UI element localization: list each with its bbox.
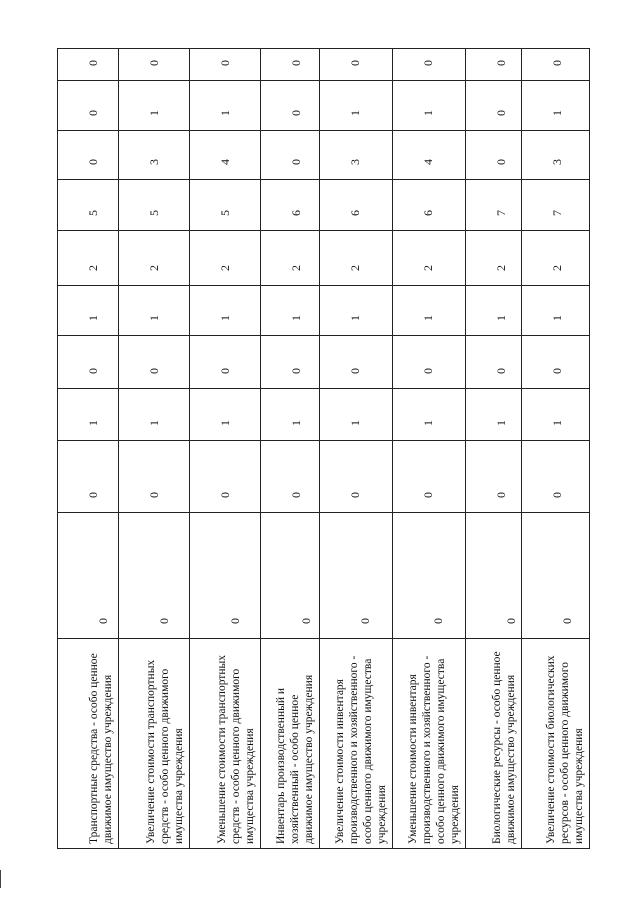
value-text: 1 — [289, 420, 303, 426]
value-cell — [190, 286, 261, 336]
value-text: 1 — [348, 110, 362, 116]
value-cell — [190, 231, 261, 286]
value-cell — [393, 231, 466, 286]
value-text: 2 — [421, 265, 435, 271]
value-text: 0 — [494, 492, 508, 498]
value-cell — [466, 286, 522, 336]
value-text: 1 — [218, 315, 232, 321]
value-text: 0 — [289, 60, 303, 66]
table-row — [320, 49, 393, 849]
value-text: 2 — [494, 265, 508, 271]
value-text: 5 — [218, 210, 232, 216]
value-text: 4 — [218, 159, 232, 165]
value-cell — [119, 513, 190, 639]
value-cell — [190, 441, 261, 513]
value-cell — [320, 131, 393, 180]
value-cell — [119, 389, 190, 441]
value-cell — [466, 180, 522, 231]
value-text: 1 — [218, 110, 232, 116]
value-cell — [522, 49, 590, 81]
value-text: 0 — [86, 492, 100, 498]
value-text: 1 — [86, 420, 100, 426]
value-cell — [58, 81, 119, 131]
value-text: 3 — [147, 159, 161, 165]
row-name-cell: Уменьшение стоимости транспортных средств - особо ценного движимого имущества учреждения — [190, 639, 261, 849]
value-text: 0 — [218, 368, 232, 374]
value-text: 2 — [86, 265, 100, 271]
value-text: 0 — [421, 492, 435, 498]
value-cell — [261, 81, 320, 131]
value-text: 6 — [348, 210, 362, 216]
value-cell — [393, 389, 466, 441]
value-cell — [119, 131, 190, 180]
value-cell — [522, 336, 590, 389]
value-text: 5 — [147, 210, 161, 216]
value-text: 1 — [494, 315, 508, 321]
table-row — [58, 49, 119, 849]
value-text: 0 — [494, 110, 508, 116]
value-text: 1 — [147, 110, 161, 116]
value-text: 7 — [494, 210, 508, 216]
value-text: 0 — [228, 618, 242, 624]
value-cell — [522, 441, 590, 513]
value-text: 1 — [421, 420, 435, 426]
row-name-cell: Увеличение стоимости инвентаря производственного и хозяйственного - особо ценного движимого имущества учреждения — [320, 639, 393, 849]
row-name-cell: Увеличение стоимости биологических ресурсов - особо ценного движимого имущества учреждения — [522, 639, 590, 849]
value-cell — [393, 180, 466, 231]
row-name-cell: Транспортные средства - особо ценное движимое имущество учреждения — [58, 639, 119, 849]
value-text: 3 — [550, 159, 564, 165]
value-cell — [320, 286, 393, 336]
row-name-cell: Увеличение стоимости транспортных средств - особо ценного движимого имущества учреждения — [119, 639, 190, 849]
value-cell — [190, 81, 261, 131]
value-cell — [119, 336, 190, 389]
value-text: 3 — [348, 159, 362, 165]
value-cell — [320, 231, 393, 286]
value-cell — [190, 49, 261, 81]
value-text: 0 — [494, 368, 508, 374]
value-text: 1 — [550, 420, 564, 426]
value-text: 1 — [147, 315, 161, 321]
table-row — [261, 49, 320, 849]
value-text: 0 — [421, 60, 435, 66]
table-row — [393, 49, 466, 849]
value-cell — [58, 286, 119, 336]
value-text: 6 — [289, 210, 303, 216]
value-cell — [522, 81, 590, 131]
value-cell — [119, 49, 190, 81]
value-text: 0 — [86, 110, 100, 116]
value-text: 2 — [348, 265, 362, 271]
value-cell — [393, 286, 466, 336]
value-text: 0 — [494, 60, 508, 66]
value-cell — [261, 131, 320, 180]
value-cell — [320, 49, 393, 81]
value-text: 1 — [218, 420, 232, 426]
value-cell — [320, 441, 393, 513]
value-text: 1 — [86, 315, 100, 321]
value-cell — [320, 81, 393, 131]
value-text: 2 — [550, 265, 564, 271]
value-text: 0 — [504, 618, 518, 624]
value-cell — [522, 513, 590, 639]
value-cell — [261, 513, 320, 639]
rotated-page — [57, 49, 589, 849]
value-cell — [119, 286, 190, 336]
value-cell — [466, 231, 522, 286]
value-cell — [393, 131, 466, 180]
value-text: 0 — [550, 492, 564, 498]
value-text: 0 — [348, 60, 362, 66]
value-cell — [522, 231, 590, 286]
value-text: 2 — [289, 265, 303, 271]
value-text: 7 — [550, 210, 564, 216]
value-text: 0 — [157, 618, 171, 624]
value-cell — [320, 389, 393, 441]
value-cell — [522, 180, 590, 231]
value-text: 1 — [550, 315, 564, 321]
account-codes-table — [57, 48, 590, 849]
value-cell — [522, 286, 590, 336]
value-cell — [261, 180, 320, 231]
value-cell — [58, 49, 119, 81]
value-text: 0 — [348, 492, 362, 498]
value-cell — [466, 441, 522, 513]
row-name-cell: Уменьшение стоимости инвентаря производственного и хозяйственного - особо ценного движимого имущества учреждения — [393, 639, 466, 849]
value-text: 0 — [147, 368, 161, 374]
value-text: 0 — [348, 368, 362, 374]
value-text: 0 — [147, 60, 161, 66]
value-text: 0 — [431, 618, 445, 624]
value-text: 1 — [550, 110, 564, 116]
row-name-cell: Инвентарь производственный и хозяйственный - особо ценное движимое имущество учреждения — [261, 639, 320, 849]
value-text: 6 — [421, 210, 435, 216]
value-cell — [58, 441, 119, 513]
table-row — [522, 49, 590, 849]
value-cell — [58, 336, 119, 389]
value-cell — [190, 131, 261, 180]
value-cell — [190, 180, 261, 231]
table-row — [466, 49, 522, 849]
value-cell — [320, 180, 393, 231]
value-text: 0 — [289, 492, 303, 498]
value-text: 0 — [86, 60, 100, 66]
value-cell — [190, 336, 261, 389]
value-cell — [393, 49, 466, 81]
value-text: 5 — [86, 210, 100, 216]
page-edge-mark — [0, 870, 1, 888]
value-cell — [522, 131, 590, 180]
value-text: 0 — [147, 492, 161, 498]
value-cell — [393, 81, 466, 131]
value-text: 0 — [421, 368, 435, 374]
value-cell — [393, 336, 466, 389]
value-text: 0 — [299, 618, 313, 624]
value-cell — [393, 513, 466, 639]
value-cell — [466, 513, 522, 639]
value-cell — [466, 49, 522, 81]
value-cell — [58, 231, 119, 286]
value-cell — [466, 131, 522, 180]
value-cell — [261, 389, 320, 441]
value-cell — [261, 49, 320, 81]
value-text: 2 — [147, 265, 161, 271]
value-cell — [466, 336, 522, 389]
value-cell — [261, 336, 320, 389]
value-cell — [119, 180, 190, 231]
value-cell — [261, 441, 320, 513]
value-cell — [466, 81, 522, 131]
value-text: 0 — [560, 618, 574, 624]
value-cell — [466, 389, 522, 441]
value-text: 1 — [348, 315, 362, 321]
value-text: 1 — [289, 315, 303, 321]
value-cell — [58, 180, 119, 231]
value-text: 1 — [421, 110, 435, 116]
value-text: 0 — [550, 368, 564, 374]
value-cell — [320, 336, 393, 389]
value-text: 0 — [289, 368, 303, 374]
table-row — [190, 49, 261, 849]
value-cell — [320, 513, 393, 639]
value-cell — [58, 513, 119, 639]
value-cell — [119, 231, 190, 286]
value-cell — [119, 441, 190, 513]
value-text: 1 — [494, 420, 508, 426]
value-text: 0 — [96, 618, 110, 624]
value-text: 0 — [218, 492, 232, 498]
value-text: 0 — [289, 159, 303, 165]
value-cell — [522, 389, 590, 441]
value-cell — [190, 389, 261, 441]
value-text: 1 — [348, 420, 362, 426]
value-cell — [261, 286, 320, 336]
value-text: 0 — [494, 159, 508, 165]
table-row — [119, 49, 190, 849]
value-cell — [119, 81, 190, 131]
value-text: 1 — [147, 420, 161, 426]
value-text: 0 — [86, 368, 100, 374]
value-cell — [58, 131, 119, 180]
value-cell — [190, 513, 261, 639]
value-text: 0 — [550, 60, 564, 66]
value-text: 0 — [86, 159, 100, 165]
row-name-cell: Биологические ресурсы - особо ценное движимое имущество учреждения — [466, 639, 522, 849]
value-text: 2 — [218, 265, 232, 271]
value-cell — [261, 231, 320, 286]
value-cell — [393, 441, 466, 513]
value-text: 0 — [289, 110, 303, 116]
value-text: 4 — [421, 159, 435, 165]
value-text: 0 — [218, 60, 232, 66]
value-cell — [58, 389, 119, 441]
value-text: 1 — [421, 315, 435, 321]
value-text: 0 — [358, 618, 372, 624]
